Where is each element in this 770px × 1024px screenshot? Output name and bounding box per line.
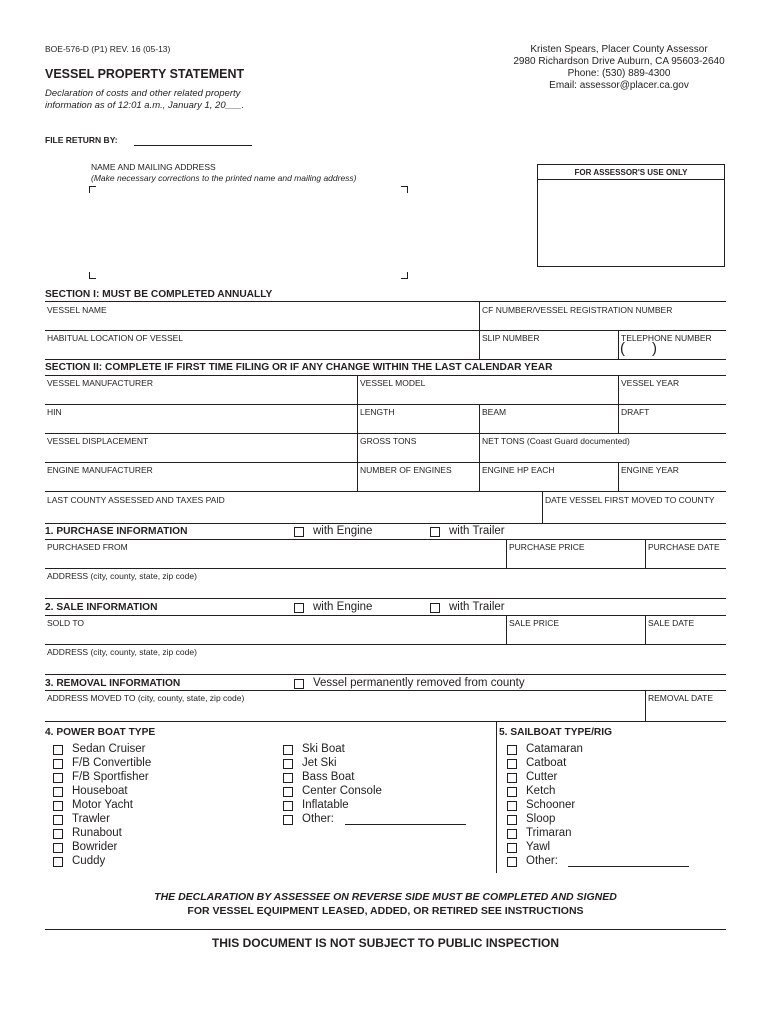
mailing-address-label: NAME AND MAILING ADDRESS (91, 162, 216, 172)
divider (542, 491, 543, 523)
power-boat-option-checkbox[interactable] (283, 773, 293, 783)
vessel-name-label: VESSEL NAME (47, 305, 107, 315)
power-boat-option-label: Ski Boat (302, 743, 345, 755)
sale-top-rule (45, 598, 726, 599)
assessor-name: Kristen Spears, Placer County Assessor (530, 44, 708, 55)
address-corner-bottom-right (401, 272, 408, 279)
sailboat-option-label: Trimaran (526, 827, 572, 839)
sale-with-trailer-checkbox[interactable] (430, 603, 440, 613)
cf-number-field[interactable] (481, 314, 725, 329)
removal-heading: 3. REMOVAL INFORMATION (45, 678, 181, 689)
vessel-year-field[interactable] (620, 389, 725, 403)
draft-label: DRAFT (621, 407, 650, 417)
vessel-year-label: VESSEL YEAR (621, 378, 680, 388)
assessor-email: Email: assessor@placer.ca.gov (549, 80, 689, 91)
divider (357, 375, 358, 491)
sailboat-option-checkbox[interactable] (507, 773, 517, 783)
sale-heading: 2. SALE INFORMATION (45, 602, 158, 613)
rule (45, 404, 726, 405)
rule (45, 433, 726, 434)
declaration-line2: FOR VESSEL EQUIPMENT LEASED, ADDED, OR RETIRED SEE INSTRUCTIONS (187, 905, 584, 917)
form-subtitle-line1: Declaration of costs and other related property (45, 88, 241, 99)
power-boat-heading: 4. POWER BOAT TYPE (45, 727, 156, 738)
vessel-manufacturer-label: VESSEL MANUFACTURER (47, 378, 153, 388)
boat-type-top-rule (45, 721, 726, 722)
power-other-line[interactable] (345, 824, 466, 825)
purchase-address-field[interactable] (46, 582, 725, 596)
power-boat-option-label: Trawler (72, 813, 110, 825)
rule (45, 690, 726, 691)
removal-date-label: REMOVAL DATE (648, 693, 714, 703)
sale-with-engine-label: with Engine (313, 601, 373, 613)
sale-with-trailer-label: with Trailer (449, 601, 505, 613)
power-boat-option-label: Center Console (302, 785, 382, 797)
telephone-paren-open: ( (620, 340, 625, 357)
assessor-use-label: FOR ASSESSOR'S USE ONLY (538, 165, 724, 180)
sale-price-field[interactable] (508, 629, 644, 643)
power-boat-option-label: Bass Boat (302, 771, 355, 783)
rule (45, 462, 726, 463)
divider (479, 404, 480, 491)
sailboat-option-checkbox[interactable] (507, 787, 517, 797)
power-boat-option-checkbox[interactable] (283, 815, 293, 825)
sailboat-option-label: Other: (526, 855, 558, 867)
purchase-with-engine-checkbox[interactable] (294, 527, 304, 537)
sailboat-option-label: Yawl (526, 841, 551, 853)
date-moved-label: DATE VESSEL FIRST MOVED TO COUNTY (545, 495, 715, 505)
rule (45, 375, 726, 376)
sale-address-field[interactable] (46, 658, 725, 672)
sold-to-field[interactable] (46, 629, 504, 643)
form-number: BOE-576-D (P1) REV. 16 (05-13) (45, 44, 171, 54)
purchase-with-engine-label: with Engine (313, 525, 373, 537)
last-county-field[interactable] (46, 506, 540, 520)
draft-field[interactable] (620, 418, 725, 432)
removal-top-rule (45, 674, 726, 675)
vessel-name-field[interactable] (46, 314, 478, 329)
not-public-notice: THIS DOCUMENT IS NOT SUBJECT TO PUBLIC INSPECTION (211, 936, 560, 950)
power-boat-option-label: F/B Sportfisher (72, 771, 149, 783)
sailboat-option-label: Schooner (526, 799, 576, 811)
sale-with-engine-checkbox[interactable] (294, 603, 304, 613)
purchase-with-trailer-label: with Trailer (449, 525, 505, 537)
file-return-by-field[interactable] (134, 145, 252, 146)
power-boat-option-checkbox[interactable] (53, 843, 63, 853)
divider (506, 615, 507, 644)
power-boat-option-checkbox[interactable] (53, 787, 63, 797)
power-boat-option-label: Runabout (72, 827, 122, 839)
beam-label: BEAM (482, 407, 507, 417)
sold-to-label: SOLD TO (47, 618, 85, 628)
divider (479, 301, 480, 359)
file-return-by-label: FILE RETURN BY: (45, 135, 118, 145)
section2-top-rule (45, 359, 726, 360)
gross-tons-field[interactable] (359, 447, 477, 461)
habitual-location-label: HABITUAL LOCATION OF VESSEL (47, 333, 184, 343)
power-boat-option-label: Other: (302, 813, 334, 825)
power-boat-option-checkbox[interactable] (53, 857, 63, 867)
sailboat-option-checkbox[interactable] (507, 843, 517, 853)
divider (618, 462, 619, 491)
assessor-use-box (537, 164, 725, 267)
vessel-model-label: VESSEL MODEL (360, 378, 426, 388)
removal-address-label: ADDRESS MOVED TO (city, county, state, zip code) (47, 693, 245, 703)
net-tons-field[interactable] (481, 447, 725, 461)
engine-hp-field[interactable] (481, 476, 616, 490)
power-boat-option-label: Inflatable (302, 799, 349, 811)
rule (45, 539, 726, 540)
power-boat-option-checkbox[interactable] (283, 801, 293, 811)
power-boat-option-label: Houseboat (72, 785, 128, 797)
power-boat-option-label: Cuddy (72, 855, 106, 867)
purchase-price-label: PURCHASE PRICE (509, 542, 585, 552)
rule (45, 615, 726, 616)
divider (645, 539, 646, 568)
power-boat-option-checkbox[interactable] (53, 815, 63, 825)
removed-from-county-label: Vessel permanently removed from county (313, 677, 525, 689)
address-corner-top-right (401, 186, 408, 193)
power-boat-option-checkbox[interactable] (53, 773, 63, 783)
divider (645, 690, 646, 721)
power-boat-option-checkbox[interactable] (283, 745, 293, 755)
net-tons-label: NET TONS (Coast Guard documented) (482, 436, 630, 446)
rule (45, 330, 726, 331)
telephone-field[interactable] (620, 343, 725, 357)
purchased-from-field[interactable] (46, 553, 504, 567)
form-subtitle-line2: information as of 12:01 a.m., January 1, 20___. (45, 100, 245, 111)
number-of-engines-label: NUMBER OF ENGINES (360, 465, 452, 475)
address-corner-bottom-left (89, 272, 96, 279)
removal-address-field[interactable] (46, 704, 643, 718)
purchase-address-label: ADDRESS (city, county, state, zip code) (47, 571, 197, 581)
divider (506, 539, 507, 568)
removed-from-county-checkbox[interactable] (294, 679, 304, 689)
sailboat-option-label: Sloop (526, 813, 556, 825)
last-county-label: LAST COUNTY ASSESSED AND TAXES PAID (47, 495, 225, 505)
rule (45, 491, 726, 492)
sailboat-option-checkbox[interactable] (507, 815, 517, 825)
power-boat-option-checkbox[interactable] (53, 745, 63, 755)
removal-date-field[interactable] (647, 704, 725, 718)
footer-rule (45, 929, 726, 930)
vessel-displacement-field[interactable] (46, 447, 356, 461)
section1-heading: SECTION I: MUST BE COMPLETED ANNUALLY (45, 289, 273, 300)
vessel-displacement-label: VESSEL DISPLACEMENT (47, 436, 149, 446)
power-boat-option-checkbox[interactable] (283, 787, 293, 797)
form-title: VESSEL PROPERTY STATEMENT (45, 67, 245, 81)
section2-heading: SECTION II: COMPLETE IF FIRST TIME FILING OR IF ANY CHANGE WITHIN THE LAST CALENDAR YEAR (45, 362, 553, 373)
assessor-address: 2980 Richardson Drive Auburn, CA 95603-2640 (513, 56, 725, 67)
length-label: LENGTH (360, 407, 395, 417)
sale-address-label: ADDRESS (city, county, state, zip code) (47, 647, 197, 657)
power-boat-option-label: F/B Convertible (72, 757, 152, 769)
divider (618, 375, 619, 433)
rule (45, 568, 726, 569)
divider (645, 615, 646, 644)
purchased-from-label: PURCHASED FROM (47, 542, 128, 552)
power-boat-option-checkbox[interactable] (53, 801, 63, 811)
sale-date-label: SALE DATE (648, 618, 695, 628)
slip-number-field[interactable] (481, 343, 617, 357)
mailing-address-area[interactable] (89, 186, 409, 280)
hin-label: HIN (47, 407, 62, 417)
number-of-engines-field[interactable] (359, 476, 477, 490)
power-boat-option-checkbox[interactable] (53, 759, 63, 769)
purchase-top-rule (45, 523, 726, 524)
sale-date-field[interactable] (647, 629, 725, 643)
declaration-line1: THE DECLARATION BY ASSESSEE ON REVERSE SIDE MUST BE COMPLETED AND SIGNED (154, 891, 617, 903)
sailboat-option-label: Catboat (526, 757, 567, 769)
power-boat-option-checkbox[interactable] (53, 829, 63, 839)
engine-year-label: ENGINE YEAR (621, 465, 679, 475)
sailboat-option-checkbox[interactable] (507, 801, 517, 811)
purchase-date-label: PURCHASE DATE (648, 542, 720, 552)
habitual-location-field[interactable] (46, 343, 478, 357)
telephone-paren-close: ) (652, 340, 657, 357)
sailboat-option-label: Cutter (526, 771, 558, 783)
engine-manufacturer-field[interactable] (46, 476, 356, 490)
assessor-phone: Phone: (530) 889-4300 (567, 68, 671, 79)
vessel-manufacturer-field[interactable] (46, 389, 356, 403)
sailboat-other-line[interactable] (568, 866, 689, 867)
sailboat-option-label: Ketch (526, 785, 556, 797)
engine-hp-label: ENGINE HP EACH (482, 465, 555, 475)
engine-manufacturer-label: ENGINE MANUFACTURER (47, 465, 153, 475)
hin-field[interactable] (46, 418, 356, 432)
length-field[interactable] (359, 418, 477, 432)
date-moved-field[interactable] (544, 506, 725, 520)
power-boat-option-label: Sedan Cruiser (72, 743, 146, 755)
divider (496, 721, 497, 873)
sale-price-label: SALE PRICE (509, 618, 560, 628)
divider (618, 330, 619, 359)
sailboat-option-label: Catamaran (526, 743, 583, 755)
power-boat-option-label: Jet Ski (302, 757, 337, 769)
purchase-date-field[interactable] (647, 553, 725, 567)
sailboat-option-checkbox[interactable] (507, 829, 517, 839)
address-corner-top-left (89, 186, 96, 193)
purchase-with-trailer-checkbox[interactable] (430, 527, 440, 537)
sailboat-option-checkbox[interactable] (507, 745, 517, 755)
power-boat-option-label: Bowrider (72, 841, 118, 853)
assessor-contact (480, 44, 758, 92)
slip-number-label: SLIP NUMBER (482, 333, 540, 343)
cf-number-label: CF NUMBER/VESSEL REGISTRATION NUMBER (482, 305, 673, 315)
power-boat-option-label: Motor Yacht (72, 799, 133, 811)
power-boat-option-checkbox[interactable] (283, 759, 293, 769)
gross-tons-label: GROSS TONS (360, 436, 417, 446)
purchase-heading: 1. PURCHASE INFORMATION (45, 526, 188, 537)
sailboat-heading: 5. SAILBOAT TYPE/RIG (499, 727, 613, 738)
sailboat-option-checkbox[interactable] (507, 857, 517, 867)
beam-field[interactable] (481, 418, 616, 432)
telephone-label: TELEPHONE NUMBER (621, 333, 712, 343)
section1-top-rule (45, 301, 726, 302)
engine-year-field[interactable] (620, 476, 725, 490)
purchase-price-field[interactable] (508, 553, 644, 567)
mailing-address-note: (Make necessary corrections to the printed name and mailing address) (91, 173, 357, 183)
rule (45, 644, 726, 645)
vessel-model-field[interactable] (359, 389, 616, 403)
sailboat-option-checkbox[interactable] (507, 759, 517, 769)
